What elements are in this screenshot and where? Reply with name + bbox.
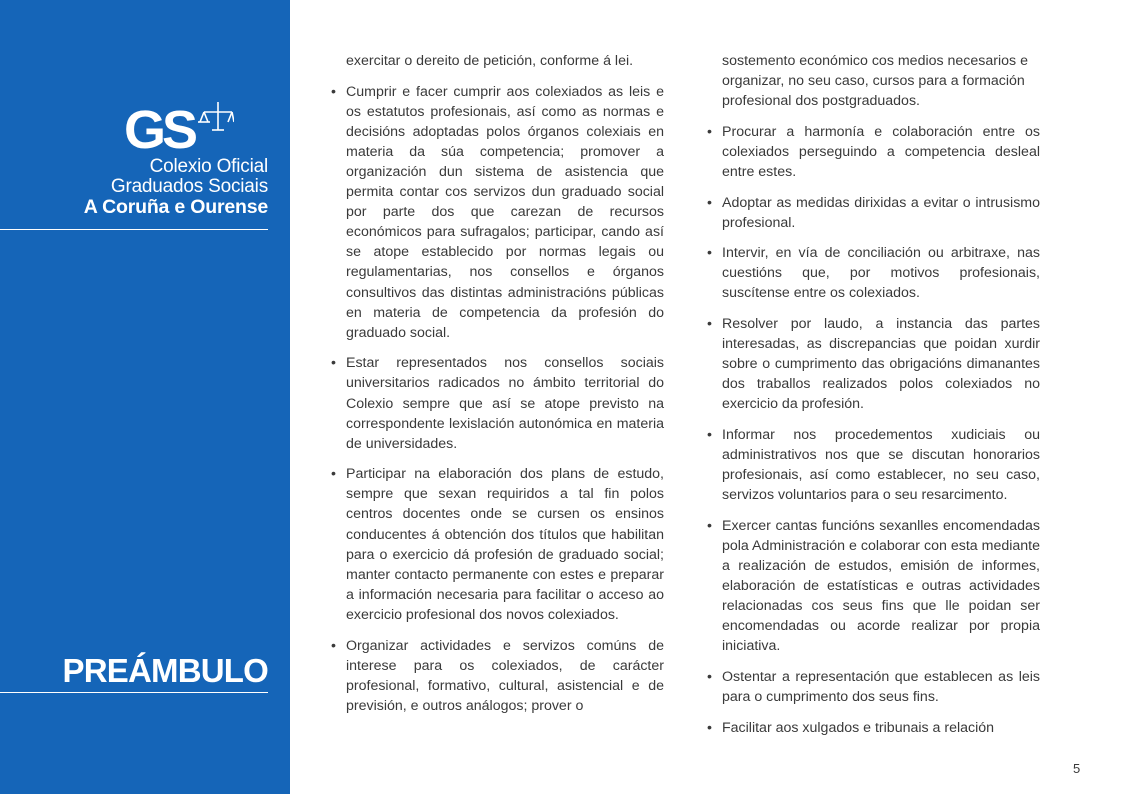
bullet: • xyxy=(331,355,336,372)
right-text-column xyxy=(707,51,1040,748)
list-item xyxy=(331,464,664,625)
page-number: 5 xyxy=(1073,761,1081,776)
logo-line-colexio: Colexio Oficial xyxy=(149,156,268,177)
list-item xyxy=(331,636,664,716)
list-item-text: exercitar o dereito de petición, conforme á lei. xyxy=(346,53,634,69)
list-item xyxy=(707,718,1040,738)
list-item-text: Ostentar a representación que establecen as leis para o cumprimento dos seus fins. xyxy=(722,669,1040,706)
list-item-text: sostemento económico cos medios necesarios e organizar, no seu caso, cursos para a formación profesional dos postgraduados. xyxy=(722,53,1028,110)
list-item xyxy=(707,425,1040,505)
left-text-column xyxy=(331,51,664,726)
list-item xyxy=(707,122,1040,182)
bullet: • xyxy=(707,123,712,140)
list-item-text: Participar na elaboración dos plans de estudo, sempre que sexan requiridos a tal fin polos centros docentes onde se cursen os ensinos conducentes á obtención dos títulos que habilitan para o exercicio dá profesión de graduado social; manter contacto permanente con estes e preparar a información necesaria para facilitar o acceso ao exercicio profesional dos novos colexiados. xyxy=(346,466,664,623)
section-title: PREÁMBULO xyxy=(62,652,268,689)
logo-mark-text: GS xyxy=(124,100,195,152)
bullet: • xyxy=(707,194,712,211)
bullet: • xyxy=(707,245,712,262)
bullet: • xyxy=(331,637,336,654)
colexio-logo xyxy=(0,92,268,232)
list-item xyxy=(707,667,1040,707)
bullet: • xyxy=(331,83,336,100)
bullet: • xyxy=(707,316,712,333)
list-item xyxy=(331,82,664,343)
list-item-text: Exercer cantas funcións sexanlles encomendadas pola Administración e colaborar con esta mediante a realización de estudos, emisión de informes, elaboración de estatísticas e outras actividades relacionadas cos seus fins que lle poidan ser encomendadas ou acorde realizar por propia iniciativa. xyxy=(722,517,1040,655)
bullet: • xyxy=(707,517,712,534)
list-item-text: Adoptar as medidas dirixidas a evitar o intrusismo profesional. xyxy=(722,194,1040,231)
sidebar xyxy=(0,0,290,794)
list-item-text: Resolver por laudo, a instancia das partes interesadas, as discrepancias que poidan xurdir sobre o cumprimento das obrigacións dimanantes dos traballos realizados polos colexiados no exercicio da profesión. xyxy=(722,316,1040,413)
list-item-text: Informar nos procedementos xudiciais ou administrativos nos que se discutan honorarios profesionais, así como establecer, no seu caso, servizos voluntarios para o seu resarcimento. xyxy=(722,427,1040,504)
list-item-text: Cumprir e facer cumprir aos colexiados as leis e os estatutos profesionais, así como as normas e decisións adoptadas polos órganos colexiais en materia da súa competencia; promover a organización dun sistema de asistencia que permita contar cos servizos dun graduado social por parte dos que carezan de recursos económicos para sufragalos; participar, cando así se atope establecido por normas legais ou regulamentarias, nos consellos e órganos consultivos das distintas administracións públicas en materia de competencia da profesión do graduado social. xyxy=(346,83,664,341)
list-item-text: Intervir, en vía de conciliación ou arbitraxe, nas cuestións que, por motivos profesionais, suscítense entre os colexiados. xyxy=(722,245,1040,302)
list-item-text: Procurar a harmonía e colaboración entre os colexiados perseguindo a competencia desleal entre estes. xyxy=(722,123,1040,180)
list-item-text: Facilitar aos xulgados e tribunais a relación xyxy=(722,719,995,736)
list-item xyxy=(331,353,664,453)
sidebar-divider-top xyxy=(0,229,268,230)
list-item xyxy=(346,51,664,71)
list-item-text: Estar representados nos consellos sociais universitarios radicados no ámbito territorial do Colexio sempre que así se atope previsto na correspondente lexislación autonómica en materia de universidades. xyxy=(346,355,664,452)
list-item xyxy=(707,314,1040,414)
list-item xyxy=(707,193,1040,233)
bullet: • xyxy=(707,719,712,736)
gs-scales-logo-icon xyxy=(124,100,234,152)
bullet: • xyxy=(707,669,712,686)
list-item xyxy=(722,51,1040,111)
sidebar-divider-bottom xyxy=(0,692,268,693)
bullet: • xyxy=(331,466,336,483)
logo-line-location: A Coruña e Ourense xyxy=(83,196,268,218)
logo-line-graduados: Graduados Sociais xyxy=(110,176,268,197)
list-item xyxy=(707,516,1040,657)
bullet: • xyxy=(707,427,712,443)
list-item-text: Organizar actividades e servizos comúns de interese para os colexiados, de carácter profesional, formativo, cultural, asistencial e de previsión, e outros análogos; prover o xyxy=(346,637,664,714)
list-item xyxy=(707,243,1040,303)
